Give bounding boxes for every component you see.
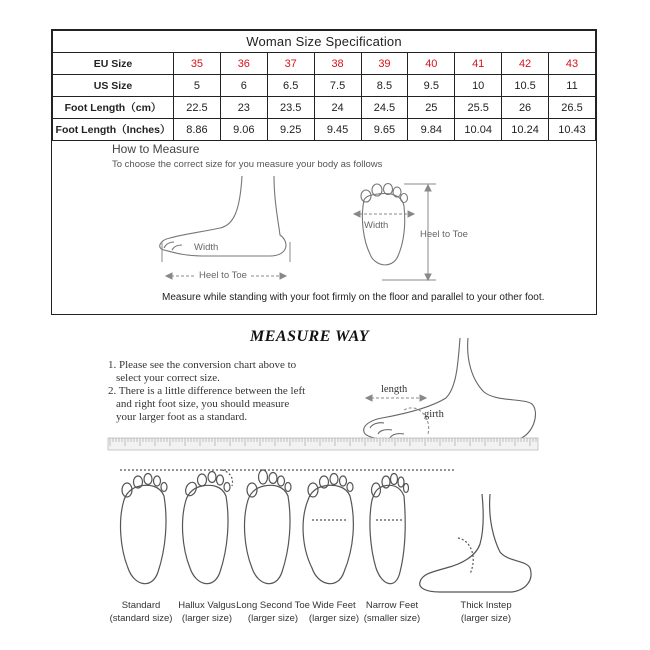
standard-foot-icon: [121, 474, 167, 584]
table-cell: 11: [549, 75, 596, 97]
foot-type-size: (larger size): [460, 613, 512, 624]
long-second-toe-foot-icon: [245, 470, 291, 584]
measure-note: Measure while standing with your foot firmly on the floor and parallel to your other foot.: [162, 292, 545, 303]
table-cell: 7.5: [314, 75, 361, 97]
wide-feet-foot-icon: [303, 474, 353, 584]
measure-length-label: length: [381, 384, 408, 395]
table-cell: 22.5: [174, 97, 221, 119]
foot-type-caption: [172, 599, 242, 625]
foot-type-caption: [302, 599, 366, 625]
row-label: EU Size: [53, 53, 174, 75]
foot-type-caption: [106, 599, 176, 625]
measure-girth-label: girth: [424, 409, 444, 420]
table-cell: 10: [455, 75, 502, 97]
foot-type-name: Long Second Toe: [236, 600, 310, 611]
table-cell: 9.25: [267, 119, 314, 141]
side-heel-to-toe-label: Heel to Toe: [196, 270, 250, 281]
table-cell: 10.43: [549, 119, 596, 141]
foot-type-caption: [236, 599, 310, 625]
foot-type-size: (smaller size): [363, 613, 421, 624]
how-to-measure-subtitle: To choose the correct size for you measure your body as follows: [112, 159, 383, 170]
table-cell: 37: [267, 53, 314, 75]
foot-type-caption: [452, 599, 520, 625]
foot-type-name: Wide Feet: [312, 600, 356, 611]
narrow-feet-foot-icon: [370, 474, 409, 584]
foot-type-size: (larger size): [181, 613, 233, 624]
measure-way-title: MEASURE WAY: [250, 328, 370, 345]
instruction-line: and right foot size, you should measure: [116, 398, 290, 410]
table-cell: 9.06: [220, 119, 267, 141]
table-cell: 40: [408, 53, 455, 75]
table-cell: 6: [220, 75, 267, 97]
table-title: Woman Size Specification: [53, 31, 596, 53]
table-cell: 43: [549, 53, 596, 75]
row-label: Foot Length（Inches）: [53, 119, 174, 141]
table-cell: 25: [408, 97, 455, 119]
row-label: US Size: [53, 75, 174, 97]
table-cell: 10.04: [455, 119, 502, 141]
table-cell: 39: [361, 53, 408, 75]
hallux-valgus-foot-icon: [183, 470, 233, 584]
table-cell: 5: [174, 75, 221, 97]
table-cell: 38: [314, 53, 361, 75]
table-cell: 9.5: [408, 75, 455, 97]
table-cell: 35: [174, 53, 221, 75]
row-label: Foot Length（cm）: [53, 97, 174, 119]
instruction-line: select your correct size.: [116, 372, 220, 384]
table-cell: 9.65: [361, 119, 408, 141]
top-width-label: Width: [364, 220, 389, 231]
table-cell: 24.5: [361, 97, 408, 119]
table-cell: 23.5: [267, 97, 314, 119]
table-cell: 10.24: [502, 119, 549, 141]
table-cell: 26: [502, 97, 549, 119]
foot-type-name: Hallux Valgus: [178, 600, 236, 611]
table-cell: 8.5: [361, 75, 408, 97]
foot-type-size: (larger size): [308, 613, 360, 624]
table-cell: 36: [220, 53, 267, 75]
table-cell: 23: [220, 97, 267, 119]
side-width-label: Width: [194, 242, 219, 253]
thick-instep-foot-icon: [420, 494, 531, 592]
table-cell: 42: [502, 53, 549, 75]
table-cell: 24: [314, 97, 361, 119]
table-cell: 8.86: [174, 119, 221, 141]
table-cell: 9.84: [408, 119, 455, 141]
foot-type-name: Thick Instep: [460, 600, 512, 611]
ruler-illustration: [108, 438, 538, 450]
table-cell: 10.5: [502, 75, 549, 97]
foot-type-size: (larger size): [247, 613, 299, 624]
table-cell: 6.5: [267, 75, 314, 97]
instruction-line: 1. Please see the conversion chart above to: [108, 359, 297, 371]
foot-type-name: Standard: [121, 600, 161, 611]
top-heel-to-toe-label: Heel to Toe: [420, 229, 468, 240]
foot-type-caption: [360, 599, 424, 625]
foot-type-name: Narrow Feet: [365, 600, 419, 611]
table-cell: 9.45: [314, 119, 361, 141]
how-to-measure-title: How to Measure: [112, 142, 200, 156]
table-cell: 26.5: [549, 97, 596, 119]
foot-type-size: (standard size): [109, 613, 173, 624]
instruction-line: 2. There is a little difference between the left: [108, 385, 306, 397]
table-cell: 25.5: [455, 97, 502, 119]
instruction-line: your larger foot as a standard.: [116, 411, 248, 423]
table-cell: 41: [455, 53, 502, 75]
